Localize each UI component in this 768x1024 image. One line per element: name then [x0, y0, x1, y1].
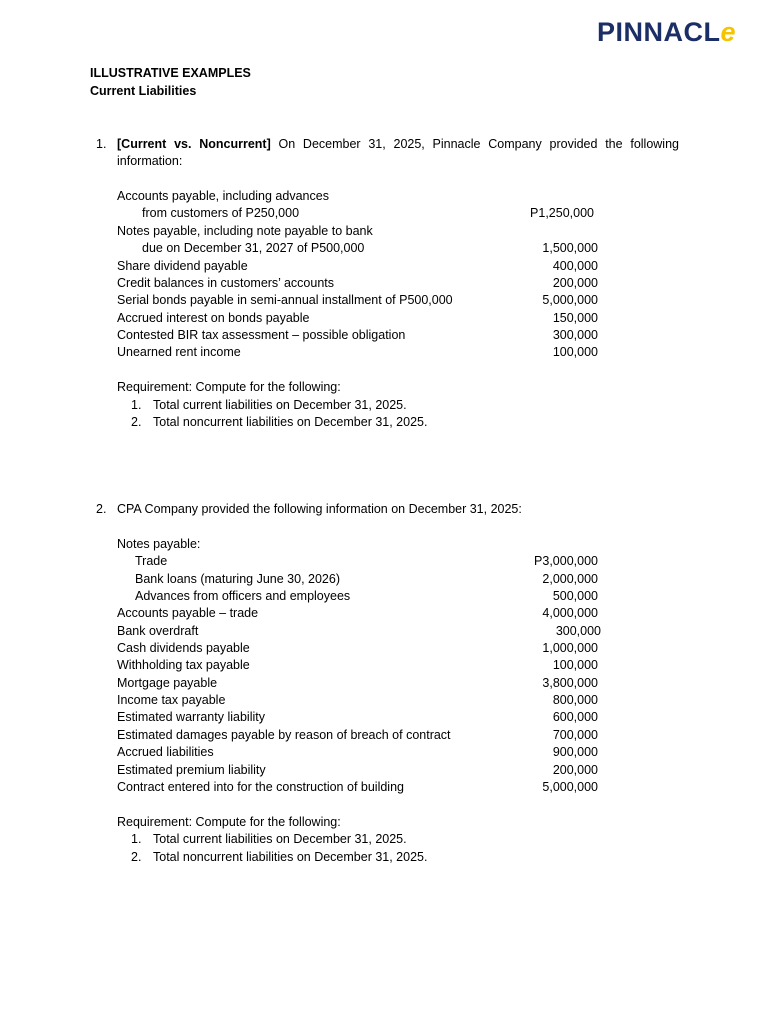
p2-row-label: Notes payable:	[117, 537, 201, 551]
p2-row-label: Accounts payable – trade	[117, 606, 259, 620]
p1-row-amount: 150,000	[552, 311, 598, 325]
p1-req-text: Total noncurrent liabilities on December 31, 2025.	[153, 415, 428, 429]
p1-row-amount: 100,000	[552, 345, 598, 359]
p2-row-label: Estimated warranty liability	[117, 710, 265, 724]
p2-row-amount: 2,000,000	[542, 572, 598, 586]
problem-1-intro	[117, 136, 679, 170]
logo-text: PINNACL	[597, 17, 721, 47]
p2-row-amount: 1,000,000	[542, 641, 598, 655]
p1-row-amount: 300,000	[552, 328, 598, 342]
p2-req-text: Total current liabilities on December 31, 2025.	[153, 832, 407, 846]
p1-row-label: Contested BIR tax assessment – possible obligation	[117, 328, 406, 342]
page-subheading: Current Liabilities	[90, 84, 197, 98]
p1-row-label: Credit balances in customers’ accounts	[117, 276, 334, 290]
p1-row-amount: 400,000	[552, 259, 598, 273]
p1-row-amount: 1,500,000	[542, 241, 598, 255]
p2-row-amount: 600,000	[552, 710, 598, 724]
p2-row-label: Estimated damages payable by reason of breach of contract	[117, 728, 451, 742]
p1-row-amount: P1,250,000	[530, 206, 594, 220]
p1-row-amount: 200,000	[552, 276, 598, 290]
problem-1-number: 1.	[96, 137, 107, 151]
p2-row-amount: 3,800,000	[542, 676, 598, 690]
p2-row-amount: 200,000	[552, 763, 598, 777]
p1-row-label: Notes payable, including note payable to bank	[117, 224, 373, 238]
p2-row-label: Estimated premium liability	[117, 763, 266, 777]
pinnacle-logo	[597, 14, 736, 50]
p1-req-text: Total current liabilities on December 31, 2025.	[153, 398, 407, 412]
p2-req-num: 2.	[131, 850, 142, 864]
logo-accent: e	[720, 17, 737, 47]
p2-row-amount: 5,000,000	[542, 780, 598, 794]
problem-2-requirement: Requirement: Compute for the following:	[117, 815, 341, 829]
p2-req-num: 1.	[131, 832, 142, 846]
problem-2-number: 2.	[96, 502, 107, 516]
p1-row-label: from customers of P250,000	[142, 206, 300, 220]
p2-row-label: Advances from officers and employees	[135, 589, 351, 603]
p2-row-amount: 300,000	[555, 624, 601, 638]
problem-1-text: On December 31, 2025, Pinnacle Company provided the following information:	[117, 137, 679, 168]
p2-row-label: Income tax payable	[117, 693, 226, 707]
page-heading: ILLUSTRATIVE EXAMPLES	[90, 66, 251, 80]
p1-row-amount: 5,000,000	[542, 293, 598, 307]
p2-row-amount: 900,000	[552, 745, 598, 759]
p1-row-label: Accrued interest on bonds payable	[117, 311, 310, 325]
p2-row-label: Bank loans (maturing June 30, 2026)	[135, 572, 340, 586]
p2-row-label: Accrued liabilities	[117, 745, 214, 759]
p2-row-label: Mortgage payable	[117, 676, 218, 690]
p1-row-label: Serial bonds payable in semi-annual installment of P500,000	[117, 293, 453, 307]
p2-row-amount: P3,000,000	[534, 554, 598, 568]
p2-row-label: Bank overdraft	[117, 624, 199, 638]
p2-row-amount: 4,000,000	[542, 606, 598, 620]
problem-2-intro: CPA Company provided the following information on December 31, 2025:	[117, 502, 522, 516]
p2-row-label: Cash dividends payable	[117, 641, 250, 655]
p1-row-label: Unearned rent income	[117, 345, 241, 359]
p2-row-label: Withholding tax payable	[117, 658, 250, 672]
problem-1-requirement: Requirement: Compute for the following:	[117, 380, 341, 394]
p1-row-label: Accounts payable, including advances	[117, 189, 329, 203]
p1-row-label: due on December 31, 2027 of P500,000	[142, 241, 365, 255]
p2-row-amount: 700,000	[552, 728, 598, 742]
p2-row-label: Contract entered into for the construction of building	[117, 780, 404, 794]
problem-1-bold-lead: [Current vs. Noncurrent]	[117, 137, 271, 151]
p2-row-amount: 800,000	[552, 693, 598, 707]
p2-row-amount: 500,000	[552, 589, 598, 603]
p2-row-label: Trade	[135, 554, 168, 568]
p1-row-label: Share dividend payable	[117, 259, 248, 273]
p2-req-text: Total noncurrent liabilities on December 31, 2025.	[153, 850, 428, 864]
p2-row-amount: 100,000	[552, 658, 598, 672]
p1-req-num: 1.	[131, 398, 142, 412]
p1-req-num: 2.	[131, 415, 142, 429]
